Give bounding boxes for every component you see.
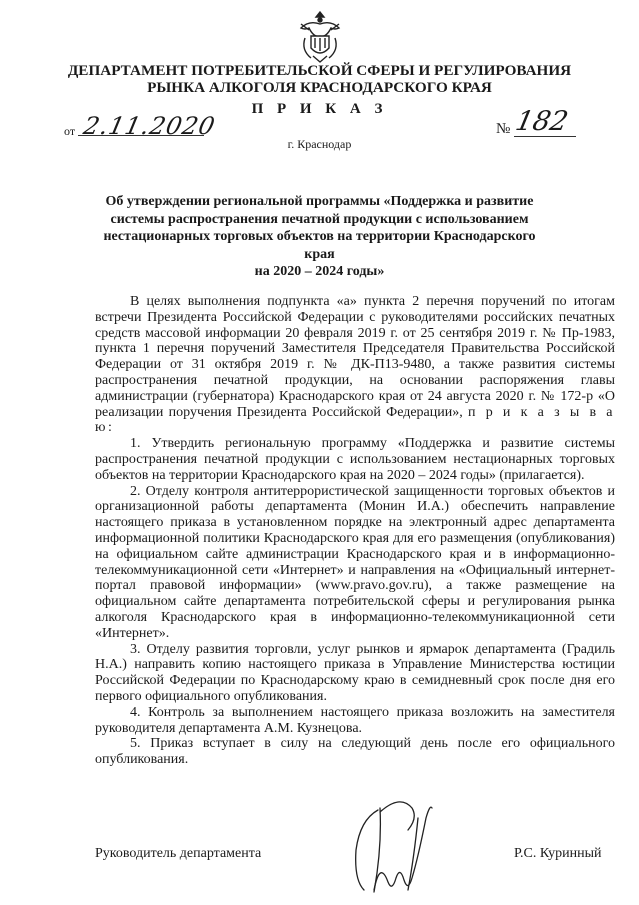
- order-word: п р и к а з ы в а ю:: [95, 404, 616, 436]
- city: г. Краснодар: [287, 137, 352, 151]
- document-body: [95, 294, 615, 768]
- number-label: №: [496, 121, 511, 137]
- order-item-5: 5. Приказ вступает в силу на следующий день после его официального опубликования.: [95, 736, 615, 768]
- department-name: [20, 62, 619, 96]
- order-item-3: 3. Отделу развития торговли, услуг рынков и ярмарок департамента (Градиль Н.А.) направить копию настоящего приказа в Управление Министерства юстиции Российской Федерации по Краснодарскому краю в семидневный срок после дня его первого официального опубликования.: [95, 641, 615, 704]
- coat-of-arms-icon: [291, 8, 349, 66]
- signature-icon: [340, 790, 460, 900]
- subject-line-3: нестационарных торговых объектов на территории Краснодарского края: [103, 229, 536, 262]
- signatory-name: Р.С. Куринный: [514, 846, 602, 861]
- order-item-4: 4. Контроль за выполнением настоящего приказа возложить на заместителя руководителя департамента А.М. Кузнецова.: [95, 704, 615, 736]
- preamble-text: В целях выполнения подпункта «а» пункта 2 перечня поручений по итогам встречи Президента Российской Федерации с руководителями российских печатных средств массовой информации 20 февраля 2019 г. от 25 сентября 2019 г. № Пр-1983, пункта 1 перечня поручений Заместителя Председателя Правительства Российской Федерации от 31 октября 2019 г. № ДК-П13-9480, а также развития системы распространения печатной продукции, на основании распоряжения главы администрации (губернатора) Краснодарского края от 24 августа 2020 г. № 172-р «О реализации поручения Президента Российской Федерации»,: [95, 294, 615, 420]
- signatory-role: Руководитель департамента: [95, 846, 262, 861]
- preamble-paragraph: [95, 294, 615, 436]
- order-item-2: 2. Отделу контроля антитеррористической защищенности торговых объектов и организационной работы департамента (Монин И.А.) обеспечить направление настоящего приказа в установленном порядке на электронный адрес департамента информационной политики Краснодарского края для его размещения (опубликования) на официальном сайте администрации Краснодарского края и в информационно-телекоммуникационной сети «Интернет» и направления на «Официальный интернет-портал правовой информации» (www.pravo.gov.ru), а также размещение на официальном сайте департамента потребительской сферы и регулирования рынка алкоголя Краснодарского края в информационно-телекоммуникационной сети «Интернет».: [95, 483, 615, 641]
- handwritten-number: 182: [512, 106, 571, 137]
- document-type: П Р И К А З: [251, 101, 388, 117]
- handwritten-date: 2.11.2020: [81, 112, 219, 140]
- subject-line-2: системы распространения печатной продукции с использованием: [110, 211, 529, 227]
- department-line-2: РЫНКА АЛКОГОЛЯ КРАСНОДАРСКОГО КРАЯ: [147, 79, 492, 96]
- subject-line-4: на 2020 – 2024 годы»: [254, 264, 385, 279]
- subject-line-1: Об утверждении региональной программы «Поддержка и развитие: [105, 194, 534, 209]
- date-label: от: [64, 124, 76, 138]
- order-item-1: 1. Утвердить региональную программу «Поддержка и развитие системы распространения печатной продукции с использованием нестационарных торговых объектов на территории Краснодарского края на 2020 – 2024 годы» (прилагается).: [95, 436, 615, 483]
- document-subject: [88, 193, 551, 281]
- department-line-1: ДЕПАРТАМЕНТ ПОТРЕБИТЕЛЬСКОЙ СФЕРЫ И РЕГУЛИРОВАНИЯ: [67, 62, 572, 79]
